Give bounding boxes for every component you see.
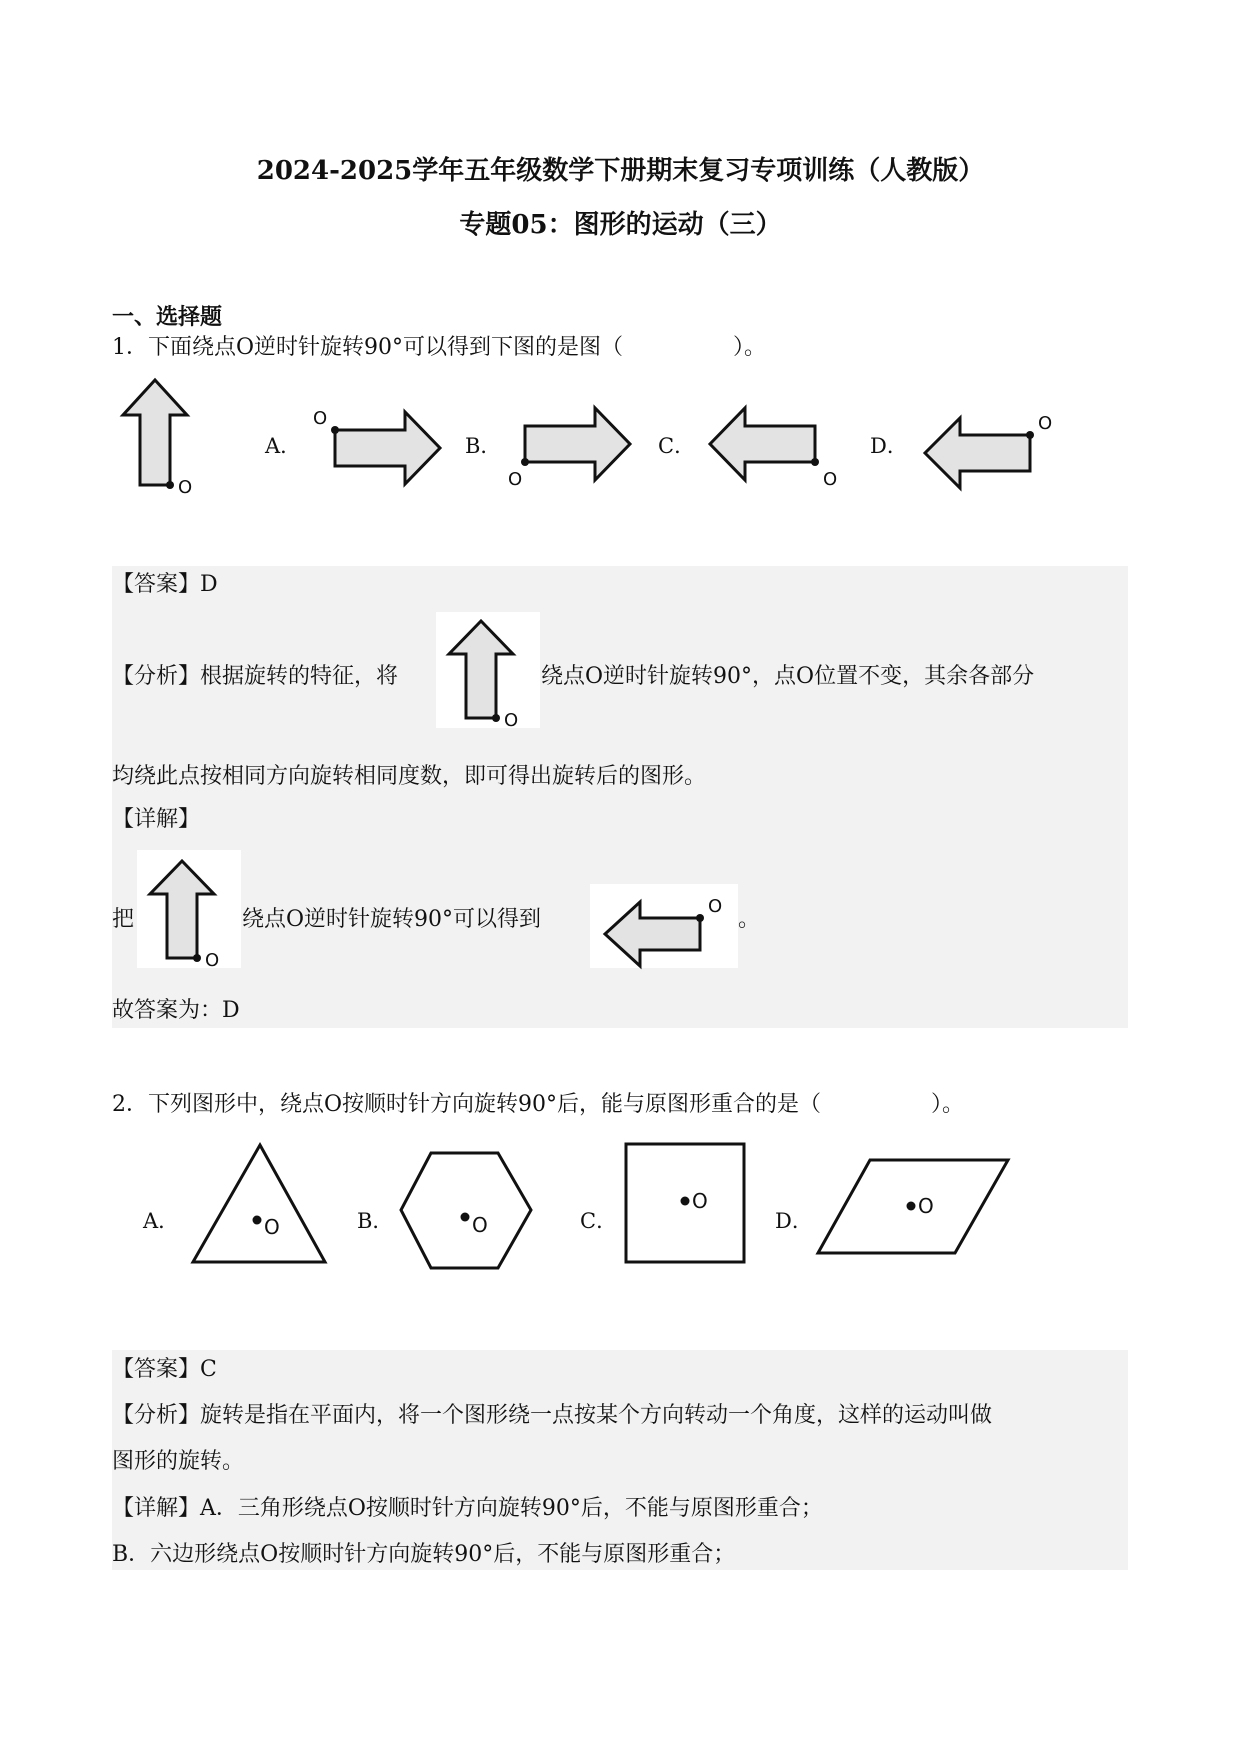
q2-answer: 【答案】C xyxy=(112,1357,217,1382)
q1-option-b-label: B． xyxy=(465,434,502,458)
q1-option-c-label: C． xyxy=(658,434,696,458)
q1-option-d-label: D． xyxy=(870,434,908,458)
q2-option-c-label: C． xyxy=(580,1209,618,1233)
q1-option-c-figure xyxy=(705,395,845,490)
svg-text:O: O xyxy=(1038,413,1053,434)
section-heading: 一、选择题 xyxy=(112,304,223,330)
q1-conclusion: 故答案为：D xyxy=(112,998,240,1023)
q2-option-d-parallelogram-figure xyxy=(815,1155,1015,1260)
q1-option-a-label: A． xyxy=(265,434,302,458)
q1-detail-mid: 绕点O逆时针旋转90°可以得到 xyxy=(242,907,542,932)
q2-analysis-line2: 图形的旋转。 xyxy=(112,1449,245,1474)
q1-option-a-figure xyxy=(310,400,450,490)
q2-option-a-triangle-figure xyxy=(185,1140,335,1270)
q1-original-arrow-figure xyxy=(118,375,208,498)
svg-text:O: O xyxy=(823,469,838,490)
q1-detail-result-figure xyxy=(590,884,738,968)
q1-detail-pre: 把 xyxy=(112,907,135,932)
q2-option-b-hexagon-figure xyxy=(398,1148,538,1273)
svg-text:O: O xyxy=(313,408,328,429)
q1-detail-label: 【详解】 xyxy=(112,807,201,832)
svg-text:O: O xyxy=(692,1189,708,1213)
q2-option-b-label: B． xyxy=(357,1209,394,1233)
point-o-label: O xyxy=(178,477,193,498)
q1-analysis-head: 【分析】根据旋转的特征，将 xyxy=(112,664,399,689)
q2-analysis-line1: 【分析】旋转是指在平面内，将一个图形绕一点按某个方向转动一个角度，这样的运动叫做 xyxy=(112,1403,993,1428)
q1-analysis-figure xyxy=(436,612,540,731)
svg-text:O: O xyxy=(472,1213,488,1237)
q2-option-d-label: D． xyxy=(775,1209,813,1233)
q1-option-b-figure xyxy=(505,395,645,490)
question-2-stem: 2．下列图形中，绕点O按顺时针方向旋转90°后，能与原图形重合的是（ ）。 xyxy=(112,1092,965,1117)
question-1-stem: 1．下面绕点O逆时针旋转90°可以得到下图的是图（ ）。 xyxy=(112,335,767,360)
svg-text:O: O xyxy=(205,950,220,971)
q2-option-c-square-figure xyxy=(622,1140,752,1270)
q2-detail-line2: B．六边形绕点O按顺时针方向旋转90°后，不能与原图形重合； xyxy=(112,1542,736,1567)
svg-text:O: O xyxy=(264,1215,280,1239)
svg-text:O: O xyxy=(504,710,519,731)
q1-detail-end: 。 xyxy=(738,907,761,932)
q1-analysis-line2: 均绕此点按相同方向旋转相同度数，即可得出旋转后的图形。 xyxy=(112,764,707,789)
svg-text:O: O xyxy=(918,1194,934,1218)
q1-analysis-tail: 绕点O逆时针旋转90°，点O位置不变，其余各部分 xyxy=(541,664,1035,689)
q1-option-d-figure xyxy=(920,405,1060,500)
q2-answer-box xyxy=(112,1350,1128,1570)
document-title: 2024-2025学年五年级数学下册期末复习专项训练（人教版） xyxy=(256,156,985,186)
svg-text:O: O xyxy=(508,469,523,490)
q2-detail-line1: 【详解】A．三角形绕点O按顺时针方向旋转90°后，不能与原图形重合； xyxy=(112,1496,823,1521)
q1-detail-original-figure xyxy=(137,850,241,971)
svg-text:O: O xyxy=(708,896,723,917)
document-subtitle: 专题05：图形的运动（三） xyxy=(459,210,782,240)
q2-option-a-label: A． xyxy=(143,1209,180,1233)
q1-answer: 【答案】D xyxy=(112,572,218,597)
